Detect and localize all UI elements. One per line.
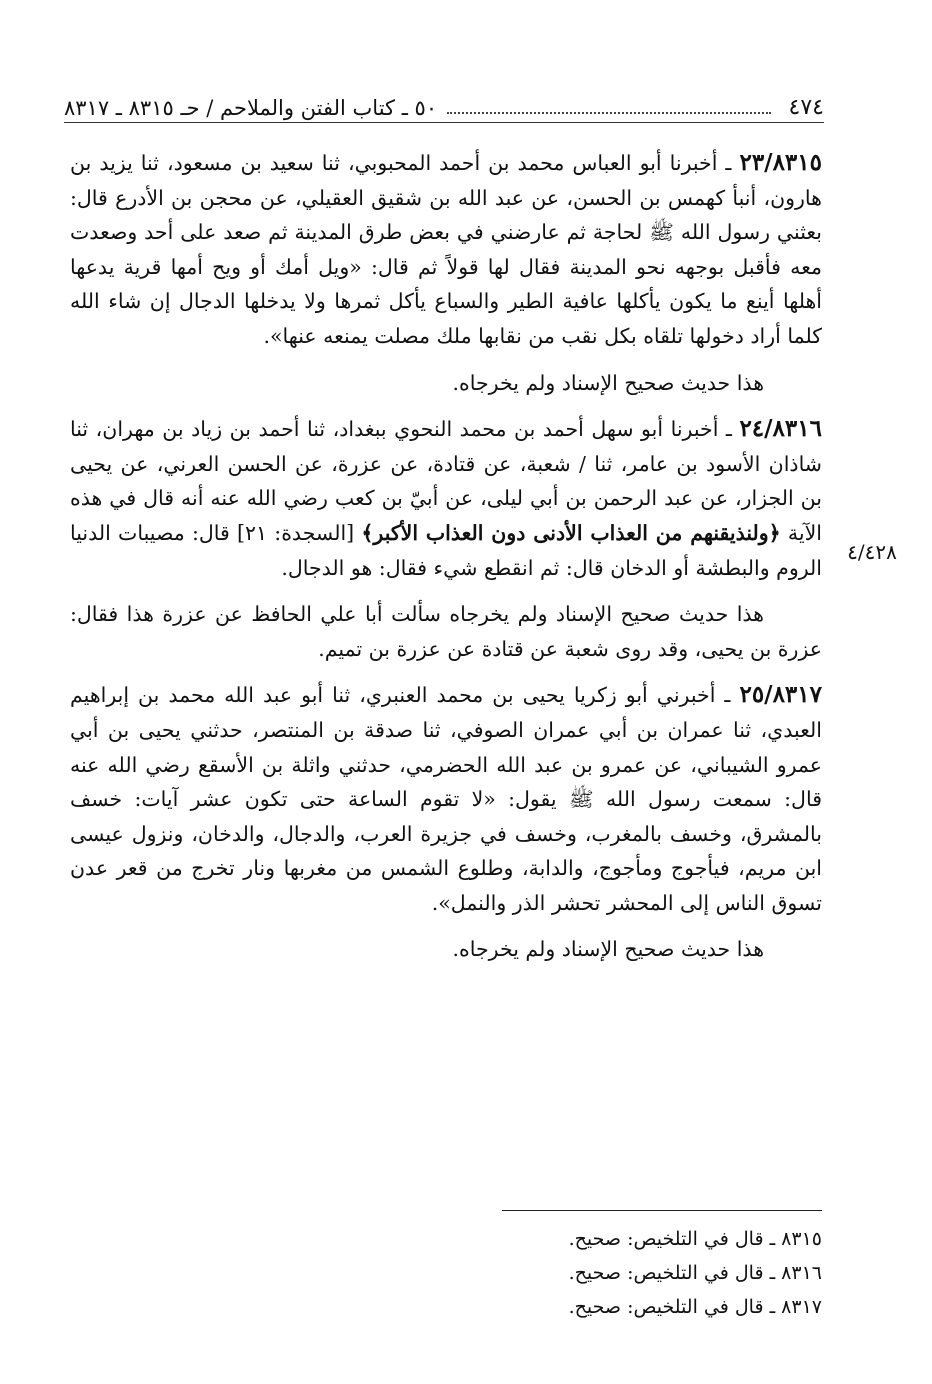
footnote-divider	[502, 1210, 822, 1211]
main-text	[70, 146, 822, 979]
hadith-number: ٢٣/٨٣١٥	[739, 149, 822, 176]
page-header	[64, 86, 824, 123]
hadith-8317	[70, 678, 822, 920]
hadith-8315	[70, 146, 822, 354]
header-leader-dots	[447, 112, 770, 114]
page-number: ٤٧٤	[788, 95, 824, 120]
footnote-item: ٨٣١٥ ـ قال في التلخيص: صحيح.	[568, 1228, 822, 1250]
hadith-text: ـ أخبرنا أبو سهل أحمد بن محمد النحوي ببغداد، ثنا أحمد بن زياد بن مهران، ثنا شاذان الأسود بن عامر، ثنا / شعبة، عن قتادة، عن عزرة، عن الحسن العرني، عن يحيى بن الجزار، عن عبد الرحمن بن أبي ليلى، عن أبيّ بن كعب رضي الله عنه أنه قال في هذه الآية	[70, 417, 822, 545]
footnote-item: ٨٣١٦ ـ قال في التلخيص: صحيح.	[568, 1262, 822, 1284]
margin-reference: ٤/٤٢٨	[847, 540, 897, 564]
hadith-8316	[70, 412, 822, 585]
running-title: ٥٠ ـ كتاب الفتن والملاحم / حـ ٨٣١٥ ـ ٨٣١٧	[64, 96, 438, 120]
hadith-text-continued: [السجدة: ٢١] قال: مصيبات الدنيا الروم والبطشة أو الدخان قال: ثم انقطع شيء فقال: هو الدجال.	[70, 520, 822, 580]
hadith-text: ـ أخبرنا أبو العباس محمد بن أحمد المحبوبي، ثنا سعيد بن مسعود، ثنا يزيد بن هارون، أنبأ كهمس بن الحسن، عن عبد الله بن شقيق العقيلي، عن محجن بن الأدرع قال: بعثني رسول الله ﷺ لحاجة ثم عارضني في بعض طرق المدينة ثم صعد على أحد وصعدت معه فأقبل بوجهه نحو المدينة فقال لها قولاً ثم قال: «ويل أمك أو ويح أمها قرية يدعها أهلها أينع ما يكون يأكلها عافية الطير والسباع يأكل ثمرها ولا يدخلها الدجال إن شاء الله كلما أراد دخولها تلقاه بكل نقب من نقابها ملك مصلت يمنعه عنها».	[70, 151, 822, 348]
hadith-verdict: هذا حديث صحيح الإسناد ولم يخرجاه.	[452, 370, 764, 395]
hadith-verdict: هذا حديث صحيح الإسناد ولم يخرجاه.	[452, 937, 764, 962]
hadith-number: ٢٤/٨٣١٦	[739, 415, 822, 443]
hadith-verdict: هذا حديث صحيح الإسناد ولم يخرجاه سألت أبا علي الحافظ عن عزرة هذا فقال: عزرة بن يحيى، وقد روى شعبة عن قتادة عن عزرة بن تميم.	[70, 602, 822, 661]
footnote-item: ٨٣١٧ ـ قال في التلخيص: صحيح.	[568, 1296, 822, 1318]
quran-quote: ﴿ولنذيقنهم من العذاب الأدنى دون العذاب الأكبر﴾	[361, 520, 781, 545]
footnotes	[400, 1222, 822, 1324]
hadith-text: ـ أخبرني أبو زكريا يحيى بن محمد العنبري، ثنا أبو عبد الله محمد بن إبراهيم العبدي، ثنا عمران بن أبي عمران الصوفي، ثنا صدقة بن المنتصر، حدثني يحيى بن أبي عمرو الشيباني، عن عمرو بن عبد الله الحضرمي، حدثني واثلة بن الأسقع رضي الله عنه قال: سمعت رسول الله ﷺ يقول: «لا تقوم الساعة حتى تكون عشر آيات: خسف بالمشرق، وخسف بالمغرب، وخسف في جزيرة العرب، والدجال، والدخان، ونزول عيسى ابن مريم، فيأجوج ومأجوج، والدابة، وطلوع الشمس من مغربها ونار تخرج من قعر عدن تسوق الناس إلى المحشر تحشر الذر والنمل».	[70, 683, 822, 915]
hadith-number: ٢٥/٨٣١٧	[739, 681, 822, 709]
